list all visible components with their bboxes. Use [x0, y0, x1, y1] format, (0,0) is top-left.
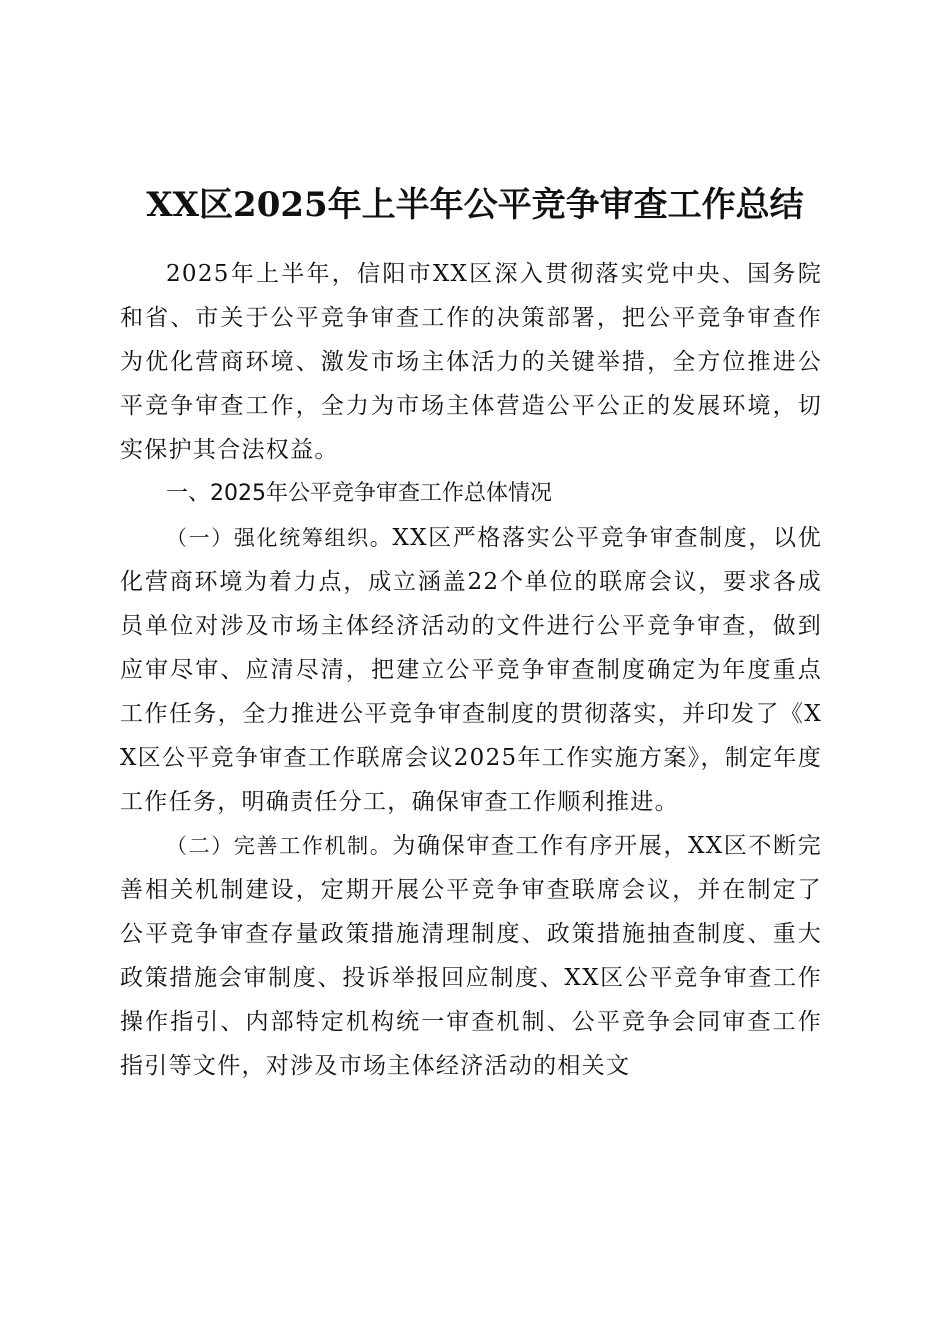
section-heading: 一、2025年公平竞争审查工作总体情况 [166, 481, 552, 506]
document-body [120, 252, 822, 1088]
document-title: XX区2025年上半年公平竞争审查工作总结 [146, 185, 804, 225]
intro-paragraph: 2025年上半年，信阳市XX区深入贯彻落实党中央、国务院和省、市关于公平竞争审查工作的决策部署，把公平竞争审查作为优化营商环境、激发市场主体活力的关键举措，全方位推进公平竞争审查工作，全力为市场主体营造公平公正的发展环境，切实保护其合法权益。 [120, 261, 822, 463]
item-1-lead: （一）强化统筹组织。 [166, 526, 393, 550]
paragraph-item-2 [120, 824, 822, 1088]
item-2-text: 为确保审查工作有序开展，XX区不断完善相关机制建设，定期开展公平竞争审查联席会议，并在制定了公平竞争审查存量政策措施清理制度、政策措施抽查制度、重大政策措施会审制度、投诉举报回应制度、XX区公平竞争审查工作操作指引、内部特定机构统一审查机制、公平竞争会同审查工作指引等文件，对涉及市场主体经济活动的相关文 [120, 833, 822, 1079]
paragraph-item-1 [120, 516, 822, 824]
item-2-lead: （二）完善工作机制。 [166, 834, 393, 858]
item-1-text: XX区严格落实公平竞争审查制度，以优化营商环境为着力点，成立涵盖22个单位的联席会议，要求各成员单位对涉及市场主体经济活动的文件进行公平竞争审查，做到应审尽审、应清尽清，把建立公平竞争审查制度确定为年度重点工作任务，全力推进公平竞争审查制度的贯彻落实，并印发了《XX区公平竞争审查工作联席会议2025年工作实施方案》，制定年度工作任务，明确责任分工，确保审查工作顺利推进。 [120, 525, 822, 815]
